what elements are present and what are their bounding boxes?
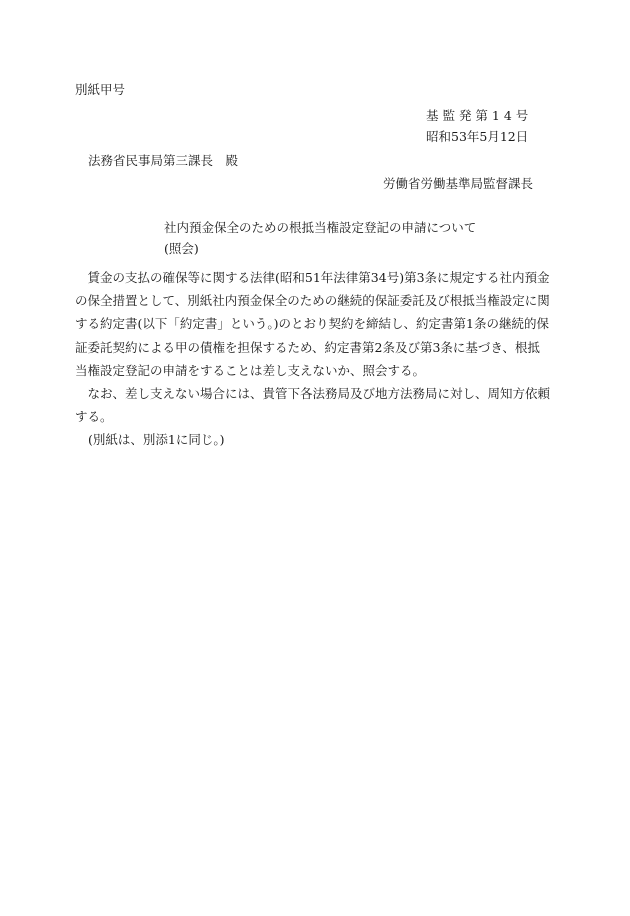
document-body (75, 266, 551, 452)
document-number: 基 監 発 第 1 4 号 (426, 108, 529, 123)
document-type: (照会) (164, 241, 199, 256)
document-title: 社内預金保全のための根抵当権設定登記の申請について (164, 220, 477, 235)
appendix-note: (別紙は、別添1に同じ。) (88, 432, 225, 448)
body-paragraph-notification: なお、差し支えない場合には、貴管下各法務局及び地方法務局に対し、周知方依頼する。 (75, 386, 551, 425)
body-paragraph-inquiry: 賃金の支払の確保等に関する法律(昭和51年法律第34号)第3条に規定する社内預金の保全措置として、別紙社内預金保全のための継続的保証委託及び根抵当権設定に関する約定書(以下「約定書」という。)のとおり契約を締結し、約定書第1条の継続的保証委託契約による甲の債権を担保するため、約定書第2条及び第3条に基づき、根抵当権設定登記の申請をすることは差し支えないか、照会する。 (75, 270, 550, 378)
document-date: 昭和53年5月12日 (426, 129, 529, 144)
sender: 労働省労働基準局監督課長 (383, 176, 534, 191)
attachment-label: 別紙甲号 (75, 82, 126, 97)
addressee: 法務省民事局第三課長 殿 (88, 153, 239, 168)
